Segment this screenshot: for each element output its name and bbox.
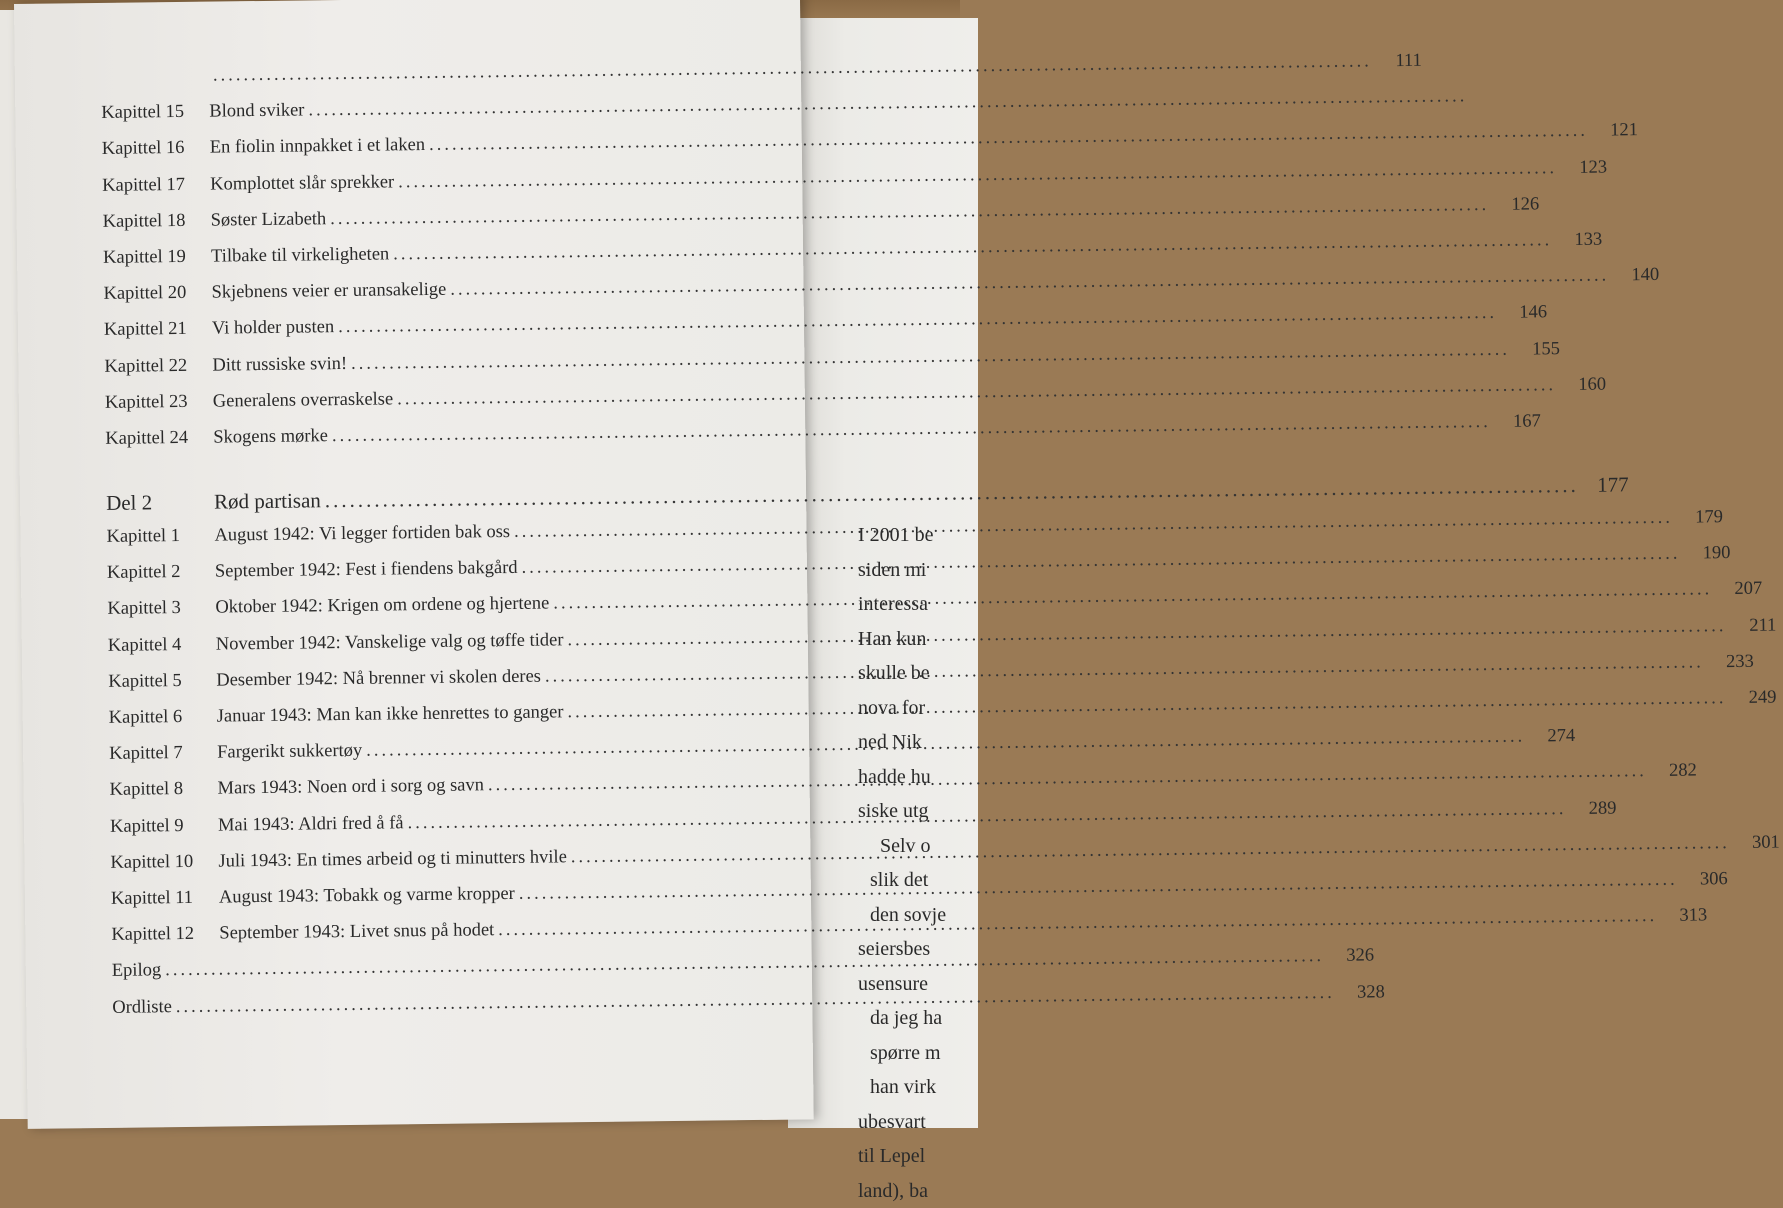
toc-page-number: 313 [1663, 906, 1707, 928]
facing-page-line: til Lepel [858, 1139, 946, 1174]
toc-row [112, 989, 782, 1033]
toc-chapter-title: Søster Lizabeth [211, 209, 327, 231]
facing-page-line: siske utg [858, 794, 946, 829]
toc-chapter-label: Del 2 [106, 490, 214, 516]
toc-chapter-title: August 1943: Tobakk og varme kropper [219, 884, 515, 909]
toc-chapter-title: September 1943: Livet snus på hodet [219, 920, 494, 944]
toc-chapter-title: August 1942: Vi legger fortiden bak oss [214, 522, 510, 547]
toc-entry-title: Epilog [112, 961, 162, 983]
toc-chapter-title: Desember 1942: Nå brenner vi skolen deres [216, 666, 541, 691]
toc-page-number: 282 [1653, 761, 1697, 783]
toc-chapter-title: Tilbake til virkeligheten [211, 244, 389, 267]
toc-chapter-label: Kapittel 21 [104, 319, 212, 341]
toc-chapter-label: Kapittel 20 [103, 283, 211, 305]
toc-page-number [1473, 101, 1517, 102]
facing-page-line: siden mi [858, 553, 946, 588]
toc-chapter-title: Blond sviker [209, 101, 304, 123]
toc-chapter-label: Kapittel 24 [105, 427, 213, 449]
toc-page-number: 207 [1718, 579, 1762, 601]
toc-chapter-title: Skogens mørke [213, 426, 328, 448]
toc-chapter-title: Mars 1943: Noen ord i sorg og savn [217, 776, 484, 800]
toc-page-number: 289 [1572, 798, 1616, 820]
facing-page-line: hadde hu [858, 760, 946, 795]
toc-chapter-title: Komplottet slår sprekker [210, 172, 394, 195]
facing-page-line: han virk [858, 1070, 946, 1105]
toc-page-number: 123 [1563, 157, 1607, 179]
facing-page-line: da jeg ha [858, 1001, 946, 1036]
toc-chapter-title: September 1942: Fest i fiendens bakgård [215, 558, 518, 583]
facing-page-line: ned Nik [858, 725, 946, 760]
toc-chapter-label: Kapittel 18 [103, 210, 211, 232]
toc-chapter-label: Kapittel 16 [102, 138, 210, 160]
toc-chapter-title: Skjebnens veier er uransakelige [211, 280, 446, 304]
toc-chapter-title: Rød partisan [214, 488, 321, 514]
facing-page-line: ubesvart [858, 1105, 946, 1140]
toc-row [105, 421, 775, 465]
toc-chapter-title: Mai 1943: Aldri fred å få [218, 813, 404, 836]
toc-page-number: 140 [1615, 265, 1659, 287]
toc-page-number: 249 [1732, 688, 1776, 710]
toc-chapter-label: Kapittel 17 [102, 174, 210, 196]
toc-page-number: 274 [1531, 726, 1575, 748]
toc-entry-title: Ordliste [112, 997, 172, 1019]
toc-page-number: 306 [1684, 869, 1728, 891]
toc-chapter-label: Kapittel 9 [110, 815, 218, 837]
toc-page-number: 146 [1503, 303, 1547, 325]
toc-chapter-label: Kapittel 7 [109, 743, 217, 765]
toc-chapter-label: Kapittel 6 [109, 707, 217, 729]
toc-page-number: 177 [1585, 472, 1629, 498]
toc-page-number: 301 [1736, 832, 1780, 854]
toc-chapter-label: Kapittel 23 [105, 391, 213, 413]
facing-page-line: skulle be [858, 656, 946, 691]
toc-chapter-label: Kapittel 2 [107, 562, 215, 584]
toc-chapter-title: Januar 1943: Man kan ikke henrettes to ganger [217, 702, 564, 727]
toc-chapter-title: Vi holder pusten [212, 317, 334, 339]
facing-page-line: usensure [858, 967, 946, 1002]
toc-page-number: 167 [1497, 411, 1541, 433]
facing-page-line: land), ba [858, 1174, 946, 1208]
toc-chapter-label: Kapittel 11 [111, 888, 219, 910]
toc-page-number: 126 [1495, 194, 1539, 216]
toc-chapter-title: En fiolin innpakket i et laken [210, 135, 426, 159]
toc-chapter-label: Kapittel 8 [109, 779, 217, 801]
facing-page-line: spørre m [858, 1036, 946, 1071]
toc-page-number: 326 [1330, 946, 1374, 968]
facing-page-line: I 2001 be [858, 518, 946, 553]
toc-page-number: 211 [1732, 615, 1776, 637]
toc-page-number: 328 [1341, 982, 1385, 1004]
table-of-contents [101, 81, 782, 1034]
facing-page-line: slik det [858, 863, 946, 898]
facing-page-line: nova for [858, 691, 946, 726]
facing-page-line: Han kun [858, 622, 946, 657]
toc-chapter-label: Kapittel 22 [104, 355, 212, 377]
facing-page-line: interessa [858, 587, 946, 622]
toc-chapter-title: Ditt russiske svin! [212, 353, 347, 376]
toc-chapter-title: Oktober 1942: Krigen om ordene og hjertene [215, 594, 549, 619]
toc-chapter-title: Fargerikt sukkertøy [217, 741, 362, 764]
toc-page-number: 121 [1594, 121, 1638, 143]
toc-chapter-title: Generalens overraskelse [213, 389, 394, 412]
toc-page-number: 233 [1710, 652, 1754, 674]
toc-page-number: 179 [1679, 507, 1723, 529]
toc-chapter-title: Juli 1943: En times arbeid og ti minutters hvile [218, 847, 567, 872]
toc-page-number: 133 [1558, 230, 1602, 252]
toc-chapter-label: Kapittel 19 [103, 247, 211, 269]
book-page [14, 0, 814, 1129]
toc-leader-dots [213, 51, 1372, 86]
toc-chapter-label: Kapittel 5 [108, 670, 216, 692]
toc-chapter-label [101, 81, 209, 82]
facing-page-line: Selv o [858, 829, 946, 864]
toc-chapter-label: Kapittel 4 [108, 634, 216, 656]
toc-chapter-label: Kapittel 10 [110, 851, 218, 873]
toc-chapter-label: Kapittel 3 [107, 598, 215, 620]
facing-page-line: den sovje [858, 898, 946, 933]
toc-chapter-label: Kapittel 15 [101, 102, 209, 124]
toc-page-number: 190 [1686, 543, 1730, 565]
toc-page-number: 160 [1562, 374, 1606, 396]
toc-page-number: 111 [1378, 51, 1422, 73]
toc-chapter-label: Kapittel 12 [111, 924, 219, 946]
toc-chapter-label: Kapittel 1 [106, 526, 214, 548]
toc-page-number: 155 [1516, 339, 1560, 361]
facing-page-line: seiersbes [858, 932, 946, 967]
toc-chapter-title: November 1942: Vanskelige valg og tøffe tider [216, 630, 564, 655]
